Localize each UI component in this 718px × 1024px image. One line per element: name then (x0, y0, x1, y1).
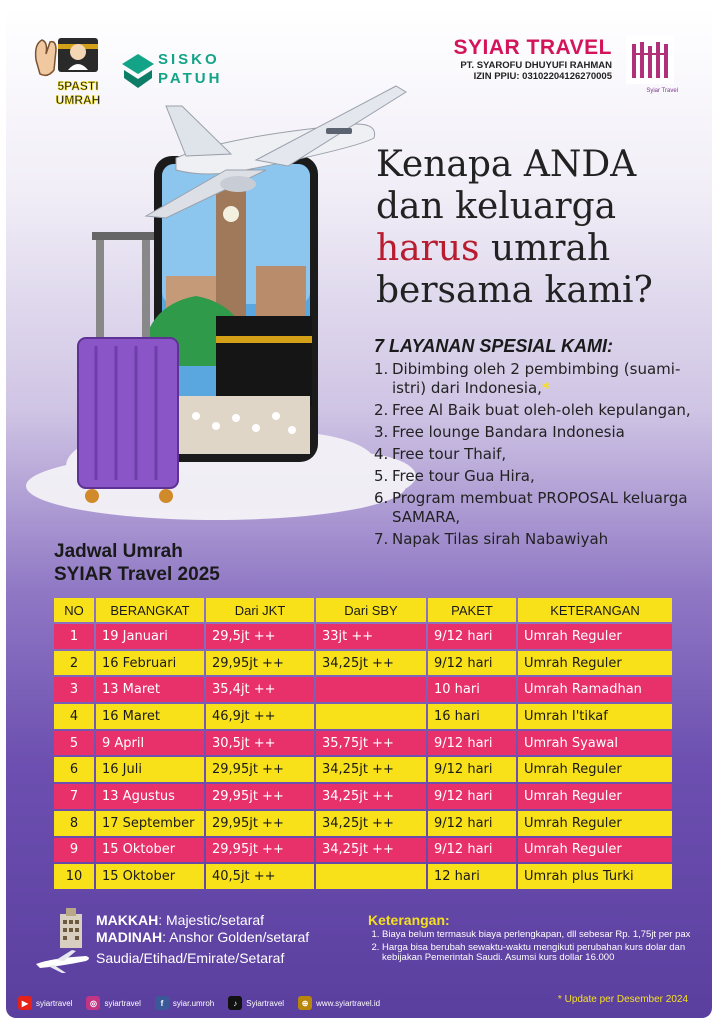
schedule-header-cell: NO (54, 598, 94, 622)
syiar-logo-icon (624, 34, 676, 86)
schedule-title (54, 540, 220, 586)
service-text-label: Free Al Baik buat oleh-oleh kepulangan, (392, 401, 691, 419)
facebook-icon: f (155, 996, 169, 1010)
schedule-cell: 1 (54, 624, 94, 649)
schedule-cell: 16 Februari (96, 651, 204, 676)
headline (376, 144, 653, 312)
social-label: syiartravel (104, 998, 141, 1008)
service-text (392, 423, 625, 442)
schedule-cell: 9/12 hari (428, 811, 516, 836)
note-item: 2. Harga bisa berubah sewaktu-waktu mengikuti perubahan kurs dolar dan kebijakan Pemerintah Saudi. Asumsi kurs dollar 16.000 (382, 943, 698, 964)
service-star: * (541, 379, 550, 397)
schedule-body (54, 624, 672, 889)
schedule-row (54, 811, 672, 836)
small-airplane-icon (32, 946, 92, 974)
travel-illustration (26, 66, 426, 546)
schedule-cell: 40,5jt ++ (206, 864, 314, 889)
headline-line4: bersama kami? (376, 270, 653, 311)
schedule-cell: 9/12 hari (428, 838, 516, 863)
headline-line3-rest: umrah (479, 228, 611, 269)
social-label: syiar.umroh (172, 998, 215, 1008)
schedule-row (54, 624, 672, 649)
service-text-label: Free lounge Bandara Indonesia (392, 423, 625, 441)
schedule-cell: 4 (54, 704, 94, 729)
instagram-icon: ◎ (86, 996, 100, 1010)
schedule-row (54, 784, 672, 809)
services-list (374, 360, 694, 552)
schedule-cell: 9 (54, 838, 94, 863)
schedule-cell: Umrah plus Turki (518, 864, 672, 889)
schedule-cell: 10 (54, 864, 94, 889)
schedule-cell: 30,5jt ++ (206, 731, 314, 756)
schedule-cell: 16 hari (428, 704, 516, 729)
makkah-value: : Majestic/setaraf (158, 912, 265, 928)
schedule-cell (316, 864, 426, 889)
schedule-cell (316, 704, 426, 729)
social-footer (18, 996, 380, 1010)
makkah-label: MAKKAH (96, 912, 159, 928)
service-text (392, 445, 506, 464)
schedule-title-line1: Jadwal Umrah (54, 541, 183, 562)
web-icon: ⊕ (298, 996, 312, 1010)
syiar-caption: Syiar Travel (646, 88, 678, 94)
schedule-cell: Umrah Ramadhan (518, 677, 672, 702)
schedule-cell: 29,95jt ++ (206, 784, 314, 809)
schedule-cell: 29,5jt ++ (206, 624, 314, 649)
service-text (392, 360, 694, 398)
service-text (392, 530, 608, 549)
service-item (374, 445, 694, 464)
schedule-table (52, 596, 674, 891)
schedule-cell: 13 Maret (96, 677, 204, 702)
schedule-row (54, 677, 672, 702)
schedule-cell: 9/12 hari (428, 731, 516, 756)
schedule-cell: Umrah Reguler (518, 624, 672, 649)
schedule-cell: Umrah I'tikaf (518, 704, 672, 729)
service-number: 1. (374, 360, 389, 378)
schedule-cell: 29,95jt ++ (206, 838, 314, 863)
schedule-cell: 12 hari (428, 864, 516, 889)
service-item (374, 401, 694, 420)
five-pasti-line2: UMRAH (55, 93, 101, 107)
schedule-title-line2: SYIAR Travel 2025 (54, 564, 220, 585)
notes-title: Keterangan: (368, 912, 450, 928)
brand-company: PT. SYAROFU DHUYUFI RAHMAN (460, 60, 612, 71)
schedule-cell: 46,9jt ++ (206, 704, 314, 729)
schedule-cell: Umrah Reguler (518, 651, 672, 676)
service-item (374, 467, 694, 486)
schedule-cell: 35,75jt ++ (316, 731, 426, 756)
schedule-row (54, 731, 672, 756)
schedule-cell: 3 (54, 677, 94, 702)
service-text-label: Free tour Gua Hira, (392, 467, 535, 485)
service-number: 5. (374, 467, 389, 485)
service-text (392, 401, 691, 420)
poster (6, 6, 712, 1018)
schedule-cell: 34,25jt ++ (316, 651, 426, 676)
social-label: www.syiartravel.id (316, 998, 381, 1008)
notes-block (368, 912, 698, 966)
schedule-cell: 35,4jt ++ (206, 677, 314, 702)
social-link[interactable] (155, 996, 214, 1010)
headline-line1: Kenapa ANDA (376, 144, 637, 185)
service-text (392, 467, 535, 486)
schedule-header-cell: PAKET (428, 598, 516, 622)
youtube-icon: ▶ (18, 996, 32, 1010)
service-number: 4. (374, 445, 389, 463)
service-item (374, 530, 694, 549)
schedule-header-cell: BERANGKAT (96, 598, 204, 622)
schedule-cell: 34,25jt ++ (316, 811, 426, 836)
service-item (374, 423, 694, 442)
schedule-cell: 7 (54, 784, 94, 809)
schedule-cell: Umrah Reguler (518, 784, 672, 809)
airline-info: Saudia/Etihad/Emirate/Setaraf (96, 950, 285, 966)
schedule-header-cell: Dari SBY (316, 598, 426, 622)
schedule-cell: 34,25jt ++ (316, 757, 426, 782)
update-note: * Update per Desember 2024 (557, 994, 688, 1005)
services-title: 7 LAYANAN SPESIAL KAMI: (374, 336, 614, 356)
schedule-cell: 6 (54, 757, 94, 782)
headline-line2: dan keluarga (376, 186, 617, 227)
service-item (374, 360, 694, 398)
five-pasti-line1: 5PASTI (57, 79, 99, 93)
schedule-cell: 8 (54, 811, 94, 836)
service-number: 6. (374, 489, 389, 507)
sisko-line2: PATUH (158, 70, 223, 87)
schedule-cell: 19 Januari (96, 624, 204, 649)
schedule-header-row (54, 598, 672, 622)
schedule-header-cell: KETERANGAN (518, 598, 672, 622)
service-number: 3. (374, 423, 389, 441)
schedule-row (54, 651, 672, 676)
schedule-cell: 9/12 hari (428, 624, 516, 649)
schedule-cell: 15 Oktober (96, 864, 204, 889)
notes-list (368, 930, 698, 964)
schedule-cell: 9 April (96, 731, 204, 756)
schedule-cell: 9/12 hari (428, 784, 516, 809)
schedule-row (54, 838, 672, 863)
kaaba-icon (216, 316, 312, 406)
brand-license: IZIN PPIU: 03102204126270005 (473, 71, 612, 82)
schedule-cell: 5 (54, 731, 94, 756)
schedule-cell: 29,95jt ++ (206, 757, 314, 782)
brand-block (454, 36, 612, 82)
service-text-label: Free tour Thaif, (392, 445, 507, 463)
schedule-cell: 9/12 hari (428, 651, 516, 676)
hotel-building-icon (54, 908, 88, 948)
schedule-cell: 16 Maret (96, 704, 204, 729)
tiktok-icon: ♪ (228, 996, 242, 1010)
hotel-info (96, 912, 309, 946)
service-item (374, 489, 694, 527)
schedule-cell: Umrah Reguler (518, 811, 672, 836)
schedule-cell: 9/12 hari (428, 757, 516, 782)
headline-highlight: harus (376, 228, 480, 269)
schedule-cell: 15 Oktober (96, 838, 204, 863)
sisko-line1: SISKO (158, 51, 220, 68)
schedule-cell: Umrah Reguler (518, 757, 672, 782)
headline-line3 (376, 228, 653, 270)
schedule-row (54, 757, 672, 782)
schedule-cell: 29,95jt ++ (206, 651, 314, 676)
hotel-makkah (96, 912, 309, 929)
brand-name: SYIAR TRAVEL (453, 36, 612, 59)
schedule-cell (316, 677, 426, 702)
madinah-label: MADINAH (96, 929, 163, 945)
service-number: 2. (374, 401, 389, 419)
note-item: 1. Biaya belum termasuk biaya perlengkapan, dll sebesar Rp. 1,75jt per pax (382, 930, 698, 941)
service-number: 7. (374, 530, 389, 548)
schedule-cell: Umrah Reguler (518, 838, 672, 863)
schedule-row (54, 704, 672, 729)
schedule-cell: 34,25jt ++ (316, 784, 426, 809)
schedule-cell: Umrah Syawal (518, 731, 672, 756)
schedule-cell: 10 hari (428, 677, 516, 702)
social-link[interactable] (18, 996, 72, 1010)
service-text-label: Dibimbing oleh 2 pembimbing (suami-istri) dari Indonesia, (392, 360, 681, 397)
schedule-cell: 16 Juli (96, 757, 204, 782)
schedule-cell: 17 September (96, 811, 204, 836)
hotel-madinah (96, 929, 309, 946)
madinah-value: : Anshor Golden/setaraf (162, 929, 310, 945)
service-text (392, 489, 694, 527)
schedule-cell: 29,95jt ++ (206, 811, 314, 836)
schedule-cell: 2 (54, 651, 94, 676)
schedule-header-cell: Dari JKT (206, 598, 314, 622)
service-text-label: Program membuat PROPOSAL keluarga SAMARA, (392, 489, 688, 526)
service-text-label: Napak Tilas sirah Nabawiyah (392, 530, 609, 548)
schedule-cell: 34,25jt ++ (316, 838, 426, 863)
social-link[interactable] (298, 996, 380, 1010)
schedule-row (54, 864, 672, 889)
social-label: syiartravel (36, 998, 73, 1008)
social-link[interactable] (228, 996, 284, 1010)
schedule-cell: 33jt ++ (316, 624, 426, 649)
social-label: Syiartravel (246, 998, 285, 1008)
social-link[interactable] (86, 996, 140, 1010)
schedule-cell: 13 Agustus (96, 784, 204, 809)
